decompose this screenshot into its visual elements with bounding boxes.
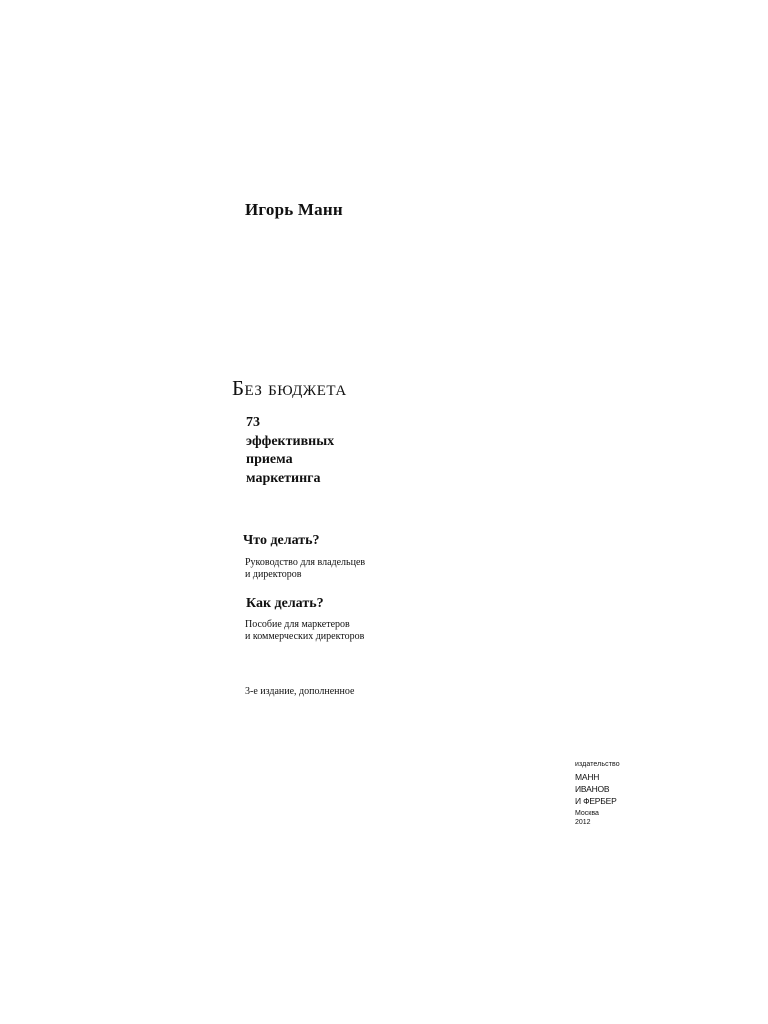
description-line: Пособие для маркетеров xyxy=(245,619,350,630)
edition-note: 3-е издание, дополненное xyxy=(245,686,355,697)
subtitle-line: эффективных xyxy=(246,433,335,449)
description-line: и директоров xyxy=(245,569,302,580)
what-to-do-heading: Что делать? xyxy=(243,533,320,548)
publisher-name-line: ИВАНОВ xyxy=(575,784,610,794)
author-name: Игорь Манн xyxy=(245,200,343,219)
what-to-do-description xyxy=(245,557,365,581)
publisher-city: Москва xyxy=(575,810,599,817)
book-title: Без бюджета xyxy=(232,376,347,400)
how-to-do-description xyxy=(245,619,364,643)
publisher-block xyxy=(575,761,620,827)
subtitle-line: 73 xyxy=(246,415,260,430)
subtitle-line: маркетинга xyxy=(246,470,321,486)
description-line: и коммерческих директоров xyxy=(245,631,365,642)
description-line: Руководство для владельцев xyxy=(245,557,366,568)
publisher-name-line: И ФЕРБЕР xyxy=(575,796,617,806)
book-subtitle xyxy=(246,414,334,488)
how-to-do-heading: Как делать? xyxy=(246,596,324,611)
publisher-label: издательство xyxy=(575,761,620,768)
publisher-name-line: МАНН xyxy=(575,772,600,782)
publication-year: 2012 xyxy=(575,819,591,826)
subtitle-line: приема xyxy=(246,452,293,467)
